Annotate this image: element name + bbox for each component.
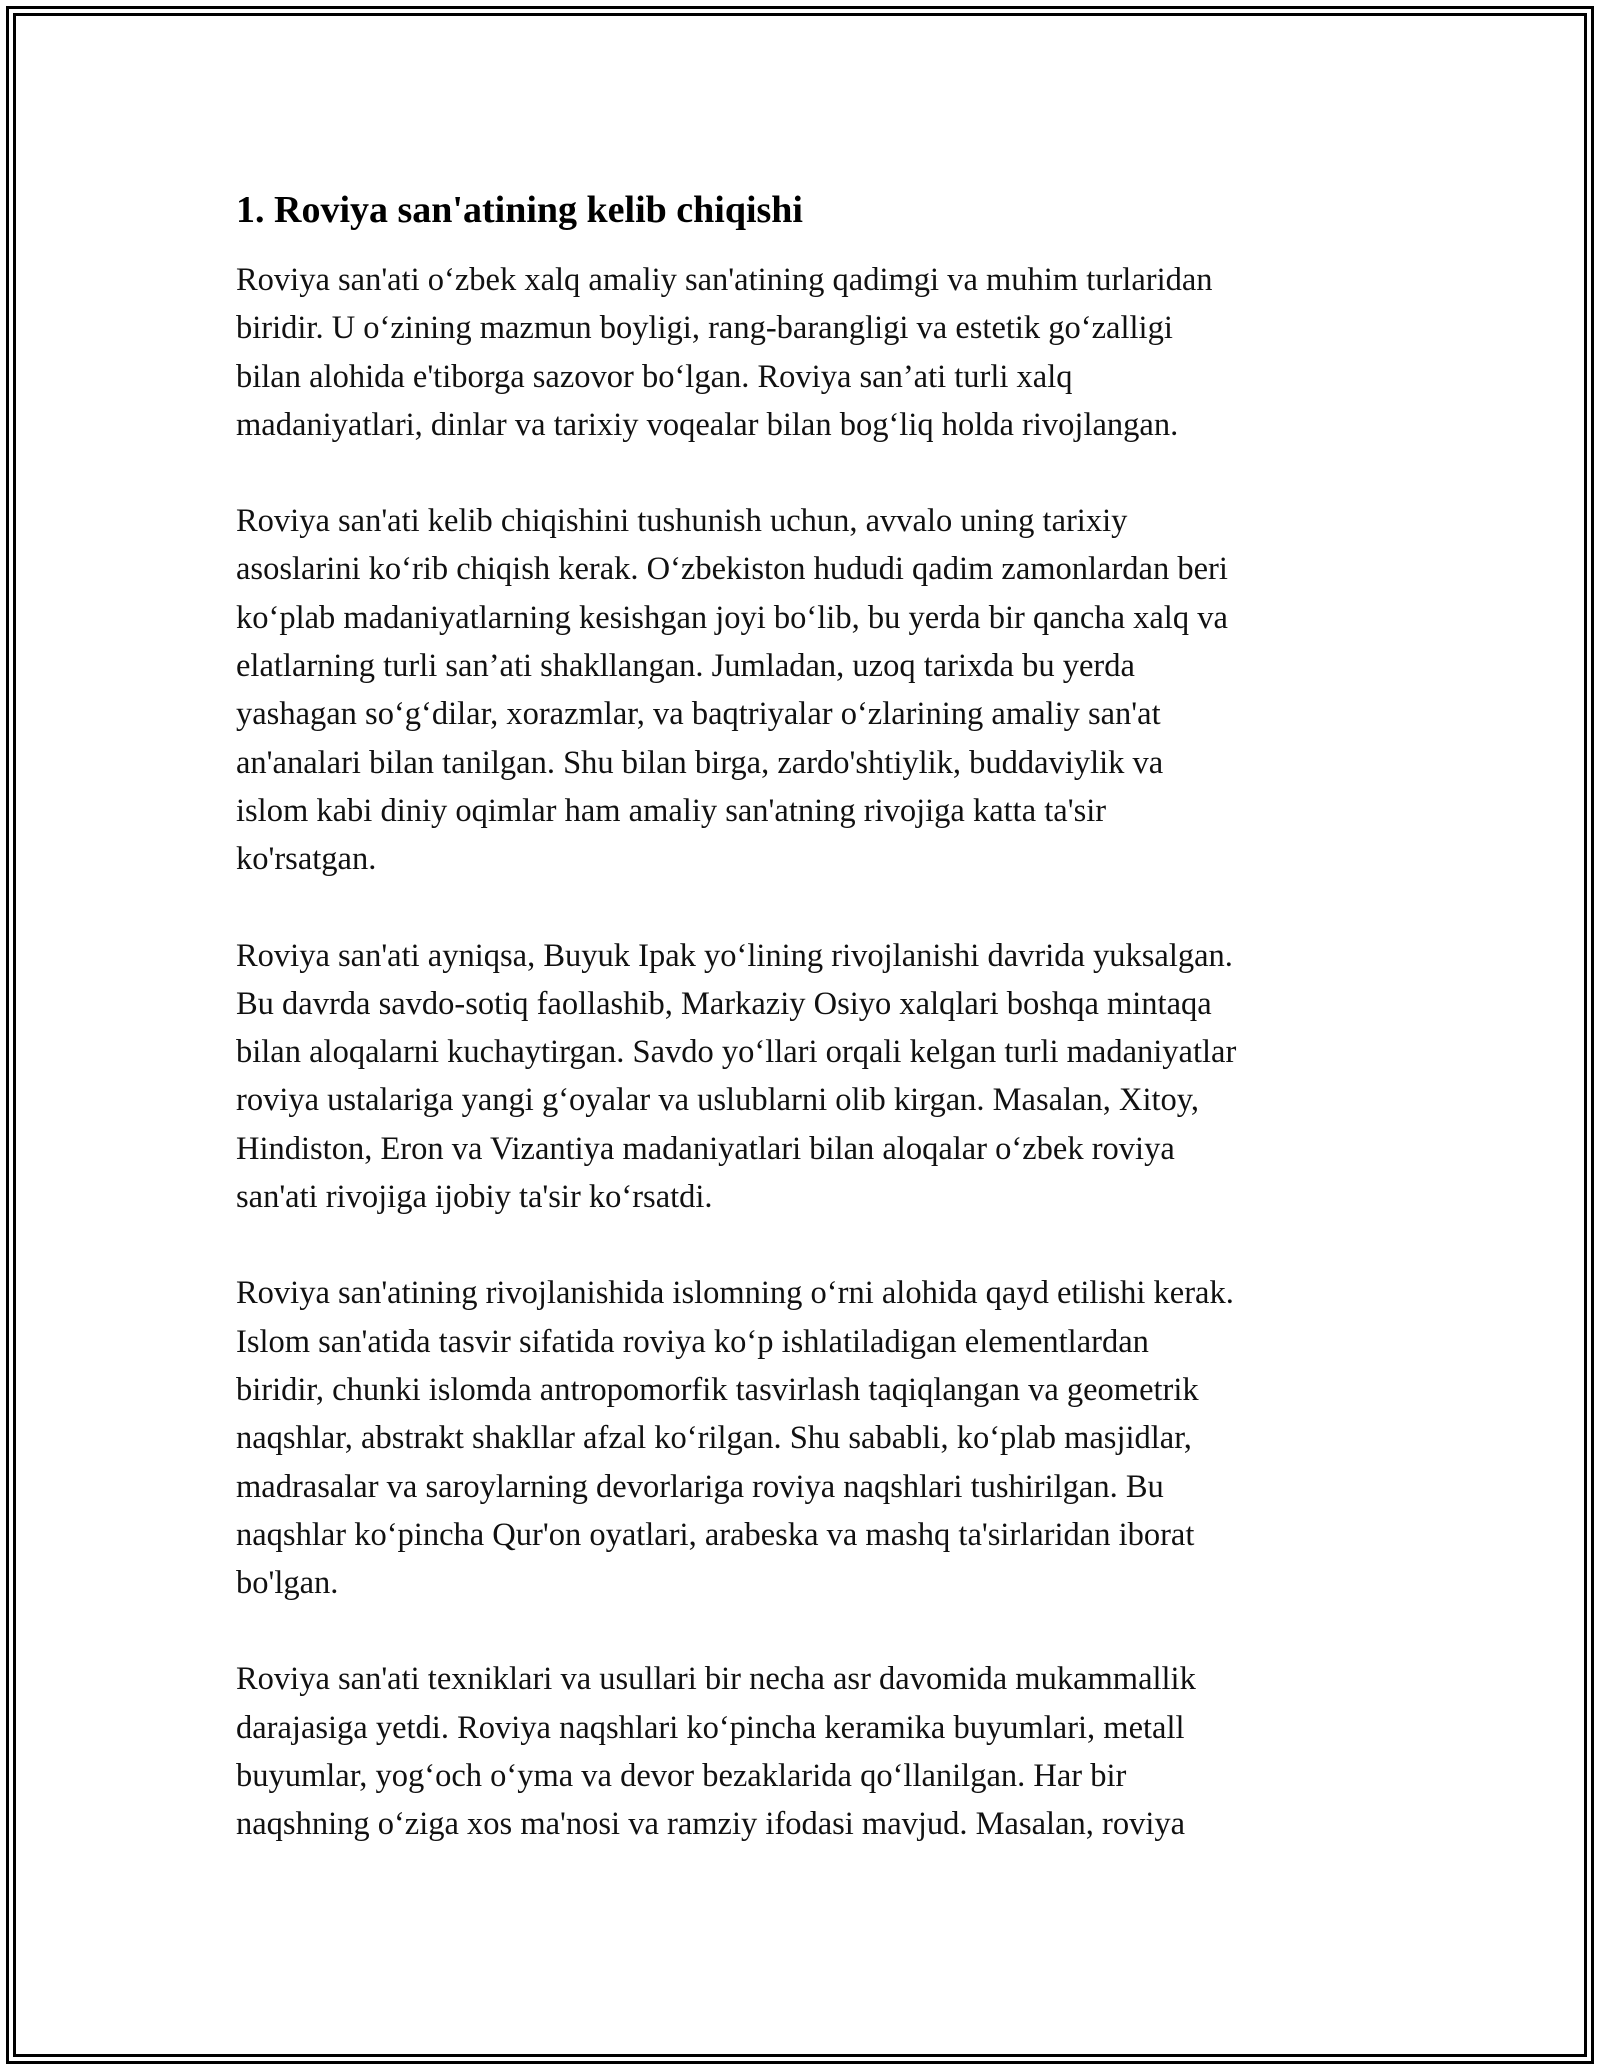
text-line: buyumlar, yog‘och o‘yma va devor bezaklarida qo‘llanilgan. Har bir xyxy=(236,1758,1127,1795)
text-line: bo'lgan. xyxy=(236,1565,339,1602)
paragraph-5 xyxy=(236,1655,1376,1848)
text-line: naqshlar, abstrakt shakllar afzal ko‘rilgan. Shu sababli, ko‘plab masjidlar, xyxy=(236,1420,1192,1457)
paragraph-3 xyxy=(236,932,1376,1222)
paragraph-1 xyxy=(236,256,1376,449)
text-line: Hindiston, Eron va Vizantiya madaniyatlari bilan aloqalar o‘zbek roviya xyxy=(236,1130,1175,1167)
text-line: darajasiga yetdi. Roviya naqshlari ko‘pincha keramika buyumlari, metall xyxy=(236,1709,1185,1746)
text-line: naqshlar ko‘pincha Qur'on oyatlari, arabeska va mashq ta'sirlaridan iborat xyxy=(236,1516,1195,1553)
text-line: bilan aloqalarni kuchaytirgan. Savdo yo‘llari orqali kelgan turli madaniyatlar xyxy=(236,1034,1237,1071)
text-line: madrasalar va saroylarning devorlariga roviya naqshlari tushirilgan. Bu xyxy=(236,1468,1164,1505)
text-line: naqshning o‘ziga xos ma'nosi va ramziy ifodasi mavjud. Masalan, roviya xyxy=(236,1806,1186,1843)
section-heading: 1. Roviya san'atining kelib chiqishi xyxy=(236,189,803,231)
text-line: roviya ustalariga yangi g‘oyalar va uslublarni olib kirgan. Masalan, Xitoy, xyxy=(236,1082,1200,1119)
text-line: Roviya san'ati ayniqsa, Buyuk Ipak yo‘lining rivojlanishi davrida yuksalgan. xyxy=(236,937,1233,974)
text-line: ko'rsatgan. xyxy=(236,841,377,878)
text-line: Roviya san'atining rivojlanishida islomning o‘rni alohida qayd etilishi kerak. xyxy=(236,1275,1234,1312)
text-line: asoslarini ko‘rib chiqish kerak. O‘zbekiston hududi qadim zamonlardan beri xyxy=(236,551,1228,588)
text-line: madaniyatlari, dinlar va tarixiy voqealar bilan bog‘liq holda rivojlangan. xyxy=(236,406,1179,443)
text-line: an'analari bilan tanilgan. Shu bilan birga, zardo'shtiylik, buddaviylik va xyxy=(236,744,1164,781)
text-line: Islom san'atida tasvir sifatida roviya ko‘p ishlatiladigan elementlardan xyxy=(236,1323,1149,1360)
text-line: biridir, chunki islomda antropomorfik tasvirlash taqiqlangan va geometrik xyxy=(236,1371,1199,1408)
text-line: yashagan so‘g‘dilar, xorazmlar, va baqtriyalar o‘zlarining amaliy san'at xyxy=(236,696,1161,733)
paragraph-4 xyxy=(236,1269,1376,1607)
text-line: san'ati rivojiga ijobiy ta'sir ko‘rsatdi. xyxy=(236,1179,713,1216)
text-line: biridir. U o‘zining mazmun boyligi, rang-barangligi va estetik go‘zalligi xyxy=(236,310,1173,347)
text-line: elatlarning turli san’ati shakllangan. Jumladan, uzoq tarixda bu yerda xyxy=(236,648,1135,685)
paragraph-2 xyxy=(236,497,1376,883)
text-line: bilan alohida e'tiborga sazovor bo‘lgan. Roviya san’ati turli xalq xyxy=(236,358,1073,395)
text-line: Bu davrda savdo-sotiq faollashib, Markaziy Osiyo xalqlari boshqa mintaqa xyxy=(236,985,1212,1022)
text-line: islom kabi diniy oqimlar ham amaliy san'atning rivojiga katta ta'sir xyxy=(236,792,1107,829)
text-line: Roviya san'ati kelib chiqishini tushunish uchun, avvalo uning tarixiy xyxy=(236,503,1128,540)
text-line: ko‘plab madaniyatlarning kesishgan joyi bo‘lib, bu yerda bir qancha xalq va xyxy=(236,599,1228,636)
text-line: Roviya san'ati texniklari va usullari bir necha asr davomida mukammallik xyxy=(236,1661,1196,1698)
text-line: Roviya san'ati o‘zbek xalq amaliy san'atining qadimgi va muhim turlaridan xyxy=(236,262,1213,298)
document-body xyxy=(236,186,1376,1897)
